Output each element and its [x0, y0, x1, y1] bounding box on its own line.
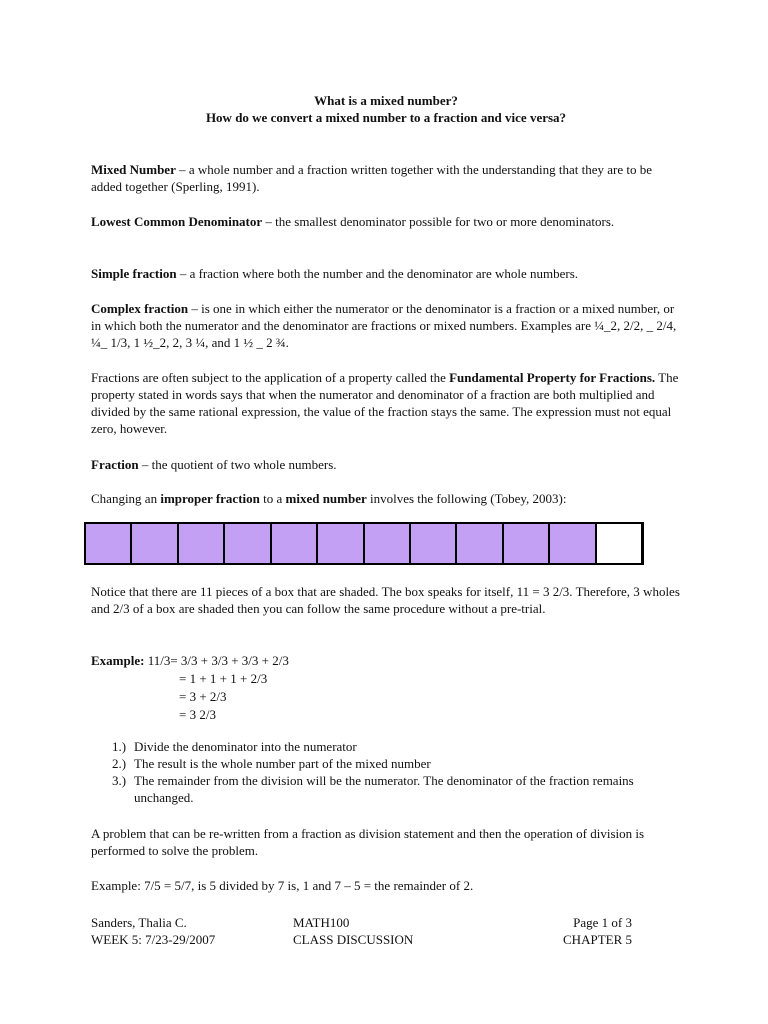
step-number: 2.) — [112, 756, 127, 771]
problem-paragraph: A problem that can be re-written from a fraction as division statement and then the operation of division is performed to solve the problem. — [91, 826, 645, 858]
title-line-2: How do we convert a mixed number to a fraction and vice versa? — [205, 110, 567, 125]
steps-list — [91, 738, 681, 806]
footer-chapter: CHAPTER 5 — [563, 932, 632, 947]
example-line: 11/3= 3/3 + 3/3 + 3/3 + 2/3 — [144, 653, 289, 668]
shaded-box — [318, 524, 364, 563]
step-number: 1.) — [112, 739, 127, 754]
term: Complex fraction — [91, 301, 189, 316]
paragraph-text: to a — [259, 491, 286, 506]
list-item — [91, 772, 681, 806]
example-block — [91, 652, 681, 724]
paragraph-text: Fractions are often subject to the application of a property called the — [91, 370, 450, 385]
example-row: = 1 + 1 + 1 + 2/3 — [179, 671, 268, 686]
step-text: Divide the denominator into the numerator — [134, 739, 357, 754]
example-2-paragraph: Example: 7/5 = 5/7, is 5 divided by 7 is, 1 and 7 – 5 = the remainder of 2. — [91, 878, 474, 893]
footer-type: CLASS DISCUSSION — [293, 932, 414, 947]
term: Fundamental Property for Fractions. — [449, 370, 656, 385]
definition-lcd — [91, 213, 681, 230]
footer-row — [91, 914, 632, 931]
fundamental-property-paragraph — [91, 369, 681, 437]
shaded-box — [179, 524, 225, 563]
term: improper fraction — [160, 491, 260, 506]
term: mixed number — [285, 491, 367, 506]
definition-text: – a whole number and a fraction written together with the understanding that they are to be added together (Sperling, 1991). — [91, 162, 653, 194]
definition-text: – a fraction where both the number and the denominator are whole numbers. — [176, 266, 578, 281]
term: Simple fraction — [91, 266, 177, 281]
term: Lowest Common Denominator — [91, 214, 263, 229]
title-line-1: What is a mixed number? — [314, 93, 458, 108]
definition-fraction — [91, 456, 681, 473]
footer-page-number: Page 1 of 3 — [573, 915, 632, 930]
definition-text: – is one in which either the numerator or the denominator is a fraction or a mixed number, or in which both the numerator and the denominator are fractions or mixed numbers. Examples are ¼_2, 2/2, _ 2/4, ¼_ 1/3, 1 ½_2, 2, 3 ¼, and 1 ½ _ 2 ¾. — [91, 301, 677, 350]
definition-mixed-number — [91, 161, 681, 195]
example-label: Example: — [91, 653, 145, 668]
shaded-box — [86, 524, 132, 563]
example-row — [91, 652, 681, 670]
notice-paragraph: Notice that there are 11 pieces of a box that are shaded. The box speaks for itself, 11 = 3 2/3. Therefore, 3 wholes and 2/3 of a box are shaded then you can follow the same procedure without a pre-trial. — [91, 584, 680, 616]
footer-author: Sanders, Thalia C. — [91, 915, 187, 930]
shaded-box — [132, 524, 178, 563]
shaded-box — [272, 524, 318, 563]
example-row: = 3 + 2/3 — [179, 689, 227, 704]
step-text: The remainder from the division will be the numerator. The denominator of the fraction remains unchanged. — [134, 773, 634, 805]
term: Fraction — [91, 457, 139, 472]
fraction-box-diagram — [84, 522, 644, 565]
footer-course: MATH100 — [293, 915, 350, 930]
definition-text: – the smallest denominator possible for two or more denominators. — [262, 214, 615, 229]
page-footer — [91, 914, 632, 948]
shaded-box — [504, 524, 550, 563]
list-item — [91, 755, 681, 772]
footer-row — [91, 931, 632, 948]
term: Mixed Number — [91, 162, 176, 177]
paragraph-text: Changing an — [91, 491, 161, 506]
list-item — [91, 738, 681, 755]
step-text: The result is the whole number part of the mixed number — [134, 756, 431, 771]
paragraph-text: The property stated in words says that when the numerator and denominator of a fraction are both multiplied and divided by the same rational expression, the value of the fraction stays the same. The expression must not equal zero, however. — [91, 370, 679, 436]
paragraph-text: involves the following (Tobey, 2003): — [366, 491, 567, 506]
page-title — [91, 92, 681, 126]
shaded-box — [411, 524, 457, 563]
shaded-box — [225, 524, 271, 563]
step-number: 3.) — [112, 773, 127, 788]
empty-box — [597, 524, 644, 563]
shaded-box — [457, 524, 503, 563]
footer-week: WEEK 5: 7/23-29/2007 — [91, 932, 216, 947]
shaded-box — [365, 524, 411, 563]
changing-paragraph — [91, 490, 681, 507]
definition-simple-fraction — [91, 265, 681, 282]
definition-complex-fraction — [91, 300, 681, 351]
example-row: = 3 2/3 — [179, 707, 216, 722]
shaded-box — [550, 524, 596, 563]
definition-text: – the quotient of two whole numbers. — [138, 457, 337, 472]
